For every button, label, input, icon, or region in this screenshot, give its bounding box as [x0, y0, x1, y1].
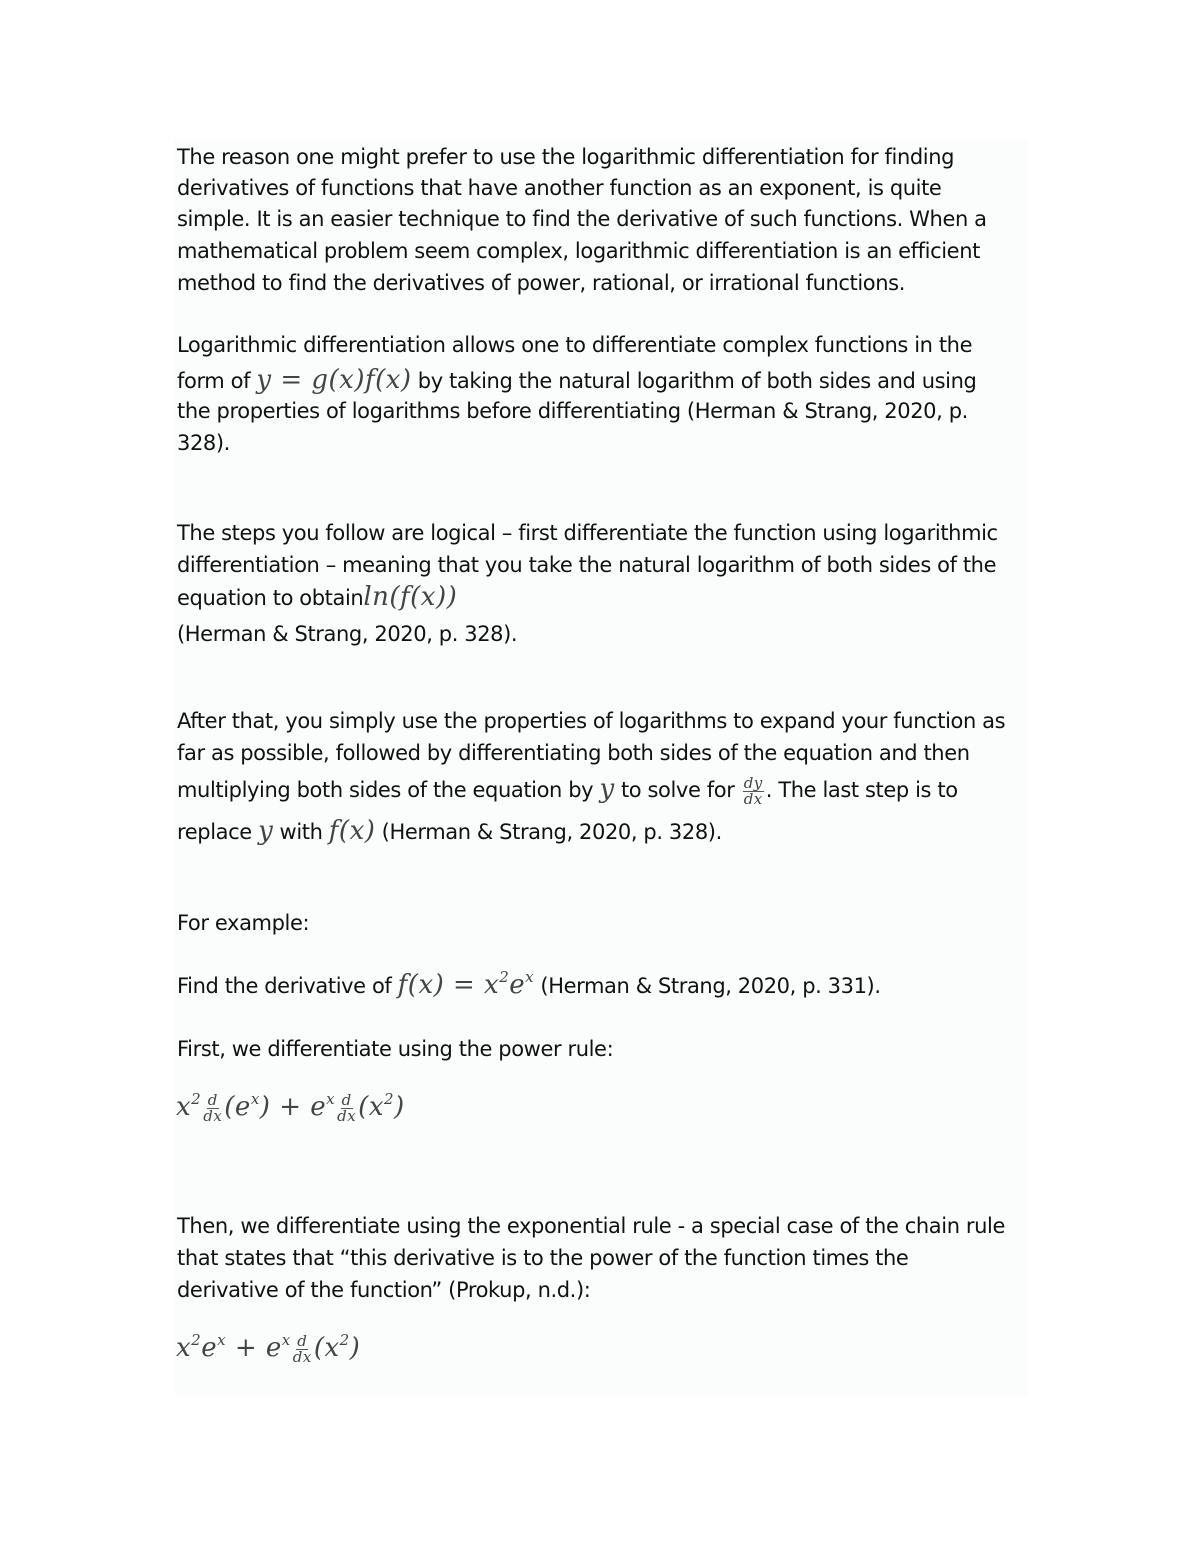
equation-2: [176, 1333, 360, 1365]
math-text: ): [394, 1092, 405, 1122]
paragraph-2-line-2: [177, 365, 1027, 398]
paragraph-4-line-1: After that, you simply use the properties of logarithms to expand your function as: [177, 709, 1006, 733]
text: by taking the natural logarithm of both sides and using: [411, 369, 977, 393]
equation-1: [176, 1092, 405, 1124]
math-dy-dx: [743, 773, 764, 808]
text: equation to obtain: [177, 586, 364, 610]
text: to solve for: [614, 778, 741, 802]
paragraph-2-line-4: 328).: [177, 431, 230, 455]
paragraph-1-line-2: derivatives of functions that have another function as an exponent, is quite: [177, 176, 942, 200]
superscript: x: [250, 1090, 260, 1108]
paragraph-8-line-1: Then, we differentiate using the exponential rule - a special case of the chain rule: [177, 1214, 1005, 1238]
fraction-numerator: d: [341, 1090, 352, 1109]
paragraph-3-line-1: The steps you follow are logical – first differentiate the function using logarithmic: [177, 521, 998, 545]
paragraph-4-line-4: [177, 816, 1027, 849]
text: . The last step is to: [765, 778, 958, 802]
fraction-denominator: dx: [203, 1106, 223, 1125]
fraction-numerator: d: [207, 1090, 218, 1109]
paragraph-8-line-3: derivative of the function” (Prokup, n.d.):: [177, 1278, 591, 1302]
superscript: x: [281, 1331, 291, 1349]
fraction-denominator: dx: [292, 1347, 312, 1366]
superscript: x: [217, 1331, 227, 1349]
text: multiplying both sides of the equation by: [177, 778, 600, 802]
math-formula: ln(f(x)): [363, 582, 458, 612]
math-text: e: [201, 1333, 218, 1363]
paragraph-2-line-3: the properties of logarithms before differentiating (Herman & Strang, 2020, p.: [177, 399, 968, 423]
paragraph-5: For example:: [177, 911, 310, 935]
text: Find the derivative of: [177, 974, 398, 998]
superscript: 2: [499, 968, 510, 986]
math-y: y: [258, 816, 274, 846]
math-text: (x: [358, 1092, 384, 1122]
fraction-d-dx: [292, 1331, 312, 1366]
paragraph-8-line-2: that states that “this derivative is to the power of the function times the: [177, 1246, 909, 1270]
text: (Herman & Strang, 2020, p. 328).: [375, 820, 722, 844]
math-formula: y = g(x)f(x): [256, 365, 412, 395]
paragraph-1-line-4: mathematical problem seem complex, logarithmic differentiation is an efficient: [177, 239, 980, 263]
math-text: x: [176, 1092, 192, 1122]
superscript: 2: [383, 1090, 395, 1108]
fraction-d-dx: [203, 1090, 223, 1125]
text: replace: [177, 820, 259, 844]
fraction-denominator: dx: [337, 1106, 357, 1125]
math-text: x: [176, 1333, 192, 1363]
paragraph-3-line-4: (Herman & Strang, 2020, p. 328).: [177, 622, 518, 646]
text: with: [273, 820, 329, 844]
paragraph-1-line-5: method to find the derivatives of power, rational, or irrational functions.: [177, 271, 905, 295]
paragraph-1-line-3: simple. It is an easier technique to find the derivative of such functions. When a: [177, 207, 987, 231]
math-text: e: [509, 970, 526, 1000]
fraction-numerator: d: [297, 1331, 308, 1350]
paragraph-1-line-1: The reason one might prefer to use the logarithmic differentiation for finding: [177, 145, 955, 169]
math-formula: [398, 970, 534, 1002]
math-text: ): [349, 1333, 361, 1363]
fraction-numerator: dy: [743, 773, 763, 792]
math-text: f(x) = x: [397, 970, 500, 1000]
superscript: 2: [339, 1331, 350, 1349]
superscript: 2: [191, 1090, 202, 1108]
fraction-denominator: dx: [743, 789, 763, 808]
superscript: x: [525, 968, 535, 986]
paragraph-3-line-3: [177, 582, 1027, 615]
paragraph-7: First, we differentiate using the power rule:: [177, 1037, 614, 1061]
paragraph-2-line-1: Logarithmic differentiation allows one to differentiate complex functions in the: [177, 333, 973, 357]
paragraph-4-line-3: [177, 774, 1027, 807]
math-text: ) + e: [259, 1092, 327, 1122]
paragraph-3-line-2: differentiation – meaning that you take the natural logarithm of both sides of the: [177, 553, 997, 577]
fraction-d-dx: [337, 1090, 357, 1125]
math-fx: f(x): [328, 816, 376, 846]
text: form of: [177, 369, 257, 393]
text: (Herman & Strang, 2020, p. 331).: [534, 974, 881, 998]
paragraph-4-line-2: far as possible, followed by differentiating both sides of the equation and then: [177, 741, 970, 765]
paragraph-6: [177, 970, 1027, 1003]
superscript: 2: [191, 1331, 202, 1349]
math-text: + e: [226, 1333, 282, 1363]
math-text: (e: [224, 1092, 251, 1122]
math-text: (x: [313, 1333, 340, 1363]
math-y: y: [599, 774, 615, 804]
superscript: x: [326, 1090, 336, 1108]
